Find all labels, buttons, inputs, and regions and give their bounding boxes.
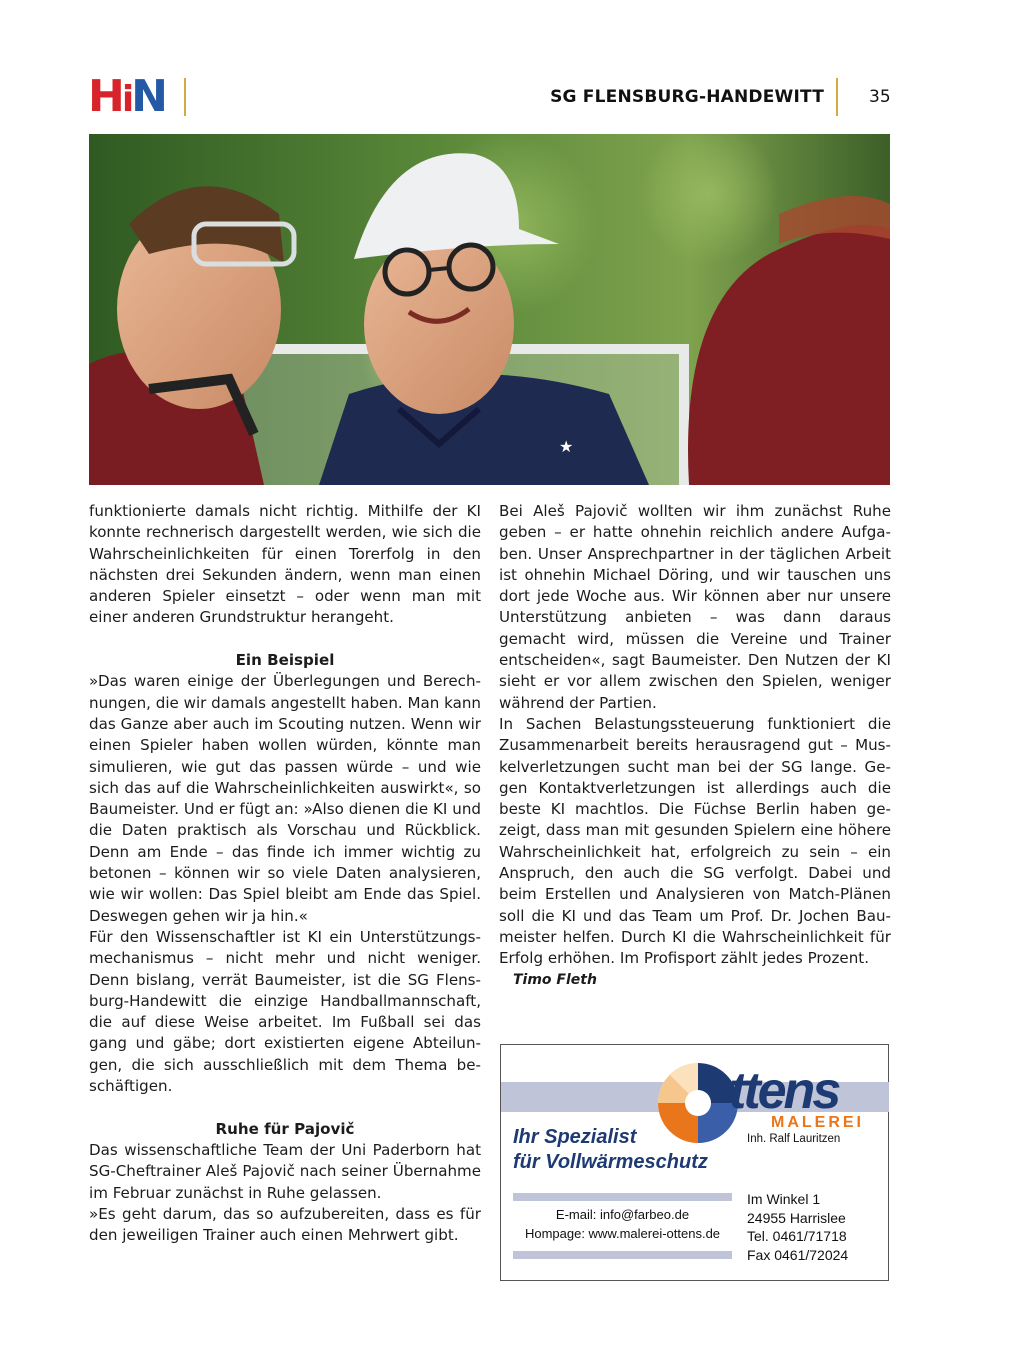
article-paragraph: In Sachen Belastungssteuerung funktioniert die Zusammenarbeit bereits herausragend gut – Muskelverletzungen sucht man bei der SG lange. Gegen Kontaktverletzungen ist allerdings auch die beste KI machtlos. Die Füchse Berlin haben gezeigt, dass man mit gesunden Spielern eine höhere Wahrscheinlichkeit hat, erfolgreich zu sein – ein Anspruch, den auch die SG verfolgt. Dabei und beim Erstellen und Analysieren von Match-Plänen soll die KI und das Team um Prof. Dr. Jochen Baumeister helfen. Durch KI die Wahrscheinlichkeit für Erfolg erhöhen. Im Profisport zählt jedes Prozent.	[499, 714, 891, 968]
article-photo	[89, 134, 890, 485]
article-paragraph: Bei Aleš Pajovič wollten wir ihm zunächst Ruhe geben – er hatte ohnehin reichlich andere Aufgaben. Unser Ansprechpartner in der täglichen Arbeit ist ohnehin Michael Döring, und wir tauschen uns dort jede Woche aus. Wir können aber nur unsere Unterstützung anbieten – was dann daraus gemacht wird, müssen die Vereine und Trainer entscheiden«, sagt Baumeister. Den Nutzen der KI sieht er vor allem zwischen den Spielen, weniger während der Partien.	[499, 502, 891, 712]
ad-address	[747, 1190, 848, 1264]
ad-fax: Fax 0461/72024	[747, 1246, 849, 1263]
logo-letter-h: H	[88, 71, 122, 122]
ad-owner: Inh. Ralf Lauritzen	[747, 1133, 841, 1145]
article-paragraph: Für den Wissenschaftler ist KI ein Unterstützungsmechanismus – nicht mehr und nicht weniger. Denn bislang, verrät Baumeister, ist die SG Flensburg-Handewitt die einzige Handballmannschaft, die auf diese Weise arbeitet. Im Fußball sei das gang und gäbe; dort existierten eigene Abteilungen, die sich ausschließlich mit dem Thema beschäftigen.	[89, 927, 481, 1096]
ad-slogan-line: für Vollwärmeschutz	[513, 1151, 708, 1173]
ad-phone: Tel. 0461/71718	[747, 1228, 847, 1244]
ad-city: 24955 Harrislee	[747, 1209, 846, 1226]
logo-letter-i: i	[121, 79, 132, 120]
article-column-right	[499, 501, 891, 991]
ad-slogan-line: Ihr Spezialist	[513, 1126, 637, 1148]
section-heading: Ein Beispiel	[235, 651, 335, 670]
section-heading: Ruhe für Pajovič	[215, 1119, 355, 1138]
article-paragraph: funktionierte damals nicht richtig. Mithilfe der KI konnte rechnerisch dargestellt werden, wie sich die Wahrscheinlichkeiten für einen Torerfolg in den nächsten drei Sekunden ändern, wenn man einen anderen Spieler einsetzt – oder wenn man mit einer anderen Grundstruktur herangeht.	[89, 502, 481, 627]
page-number: 35	[869, 87, 891, 107]
magazine-logo	[88, 71, 165, 122]
header-divider-left	[184, 78, 186, 116]
ad-brand-subtitle: MALEREI	[771, 1114, 864, 1131]
article-paragraph: Das wissenschaftliche Team der Uni Paderborn hat SG-Cheftrainer Aleš Pajovič nach seiner Übernahme im Februar zunächst in Ruhe gelassen.	[89, 1140, 481, 1202]
ad-brand-name: ttens	[729, 1062, 839, 1120]
author-name: Timo Fleth	[513, 971, 597, 988]
star-icon: ★	[559, 437, 574, 456]
header-divider-right	[836, 78, 838, 116]
photo-illustration	[89, 134, 890, 485]
article-column-left	[89, 501, 481, 1246]
ad-divider	[513, 1251, 732, 1259]
ad-divider	[513, 1193, 732, 1201]
ad-slogan	[513, 1125, 708, 1175]
article-paragraph: »Das waren einige der Überlegungen und Berechnungen, die wir damals angestellt haben. Man kann das Ganze aber auch im Scouting nutzen. Wenn wir einen Spieler haben wollen würden, könnte man simulieren, wie gut das passen würde – und wie sich das auf die Wahrscheinlichkeiten auswirkt«, so Baumeister. Und er fügt an: »Also dienen die KI und die Daten praktisch als Vorschau und Rückblick. Denn am Ende – das finde ich immer wichtig zu betonen – können wir so viele Daten analysieren, wie wir wollen: Das Spiel bleibt am Ende das Spiel. Deswegen gehen wir ja hin.«	[89, 672, 481, 925]
article-paragraph: »Es geht darum, das so aufzubereiten, dass es für den jeweiligen Trainer auch einen Mehrwert gibt.	[89, 1204, 481, 1245]
advertisement[interactable]	[500, 1044, 889, 1281]
ad-email[interactable]: E-mail: info@farbeo.de	[555, 1207, 690, 1222]
ad-homepage[interactable]: Hompage: www.malerei-ottens.de	[524, 1226, 721, 1241]
ad-contact	[513, 1205, 732, 1243]
section-title: SG FLENSBURG-HANDEWITT	[550, 87, 824, 107]
logo-letter-n: N	[131, 71, 165, 122]
ad-street: Im Winkel 1	[747, 1191, 821, 1207]
